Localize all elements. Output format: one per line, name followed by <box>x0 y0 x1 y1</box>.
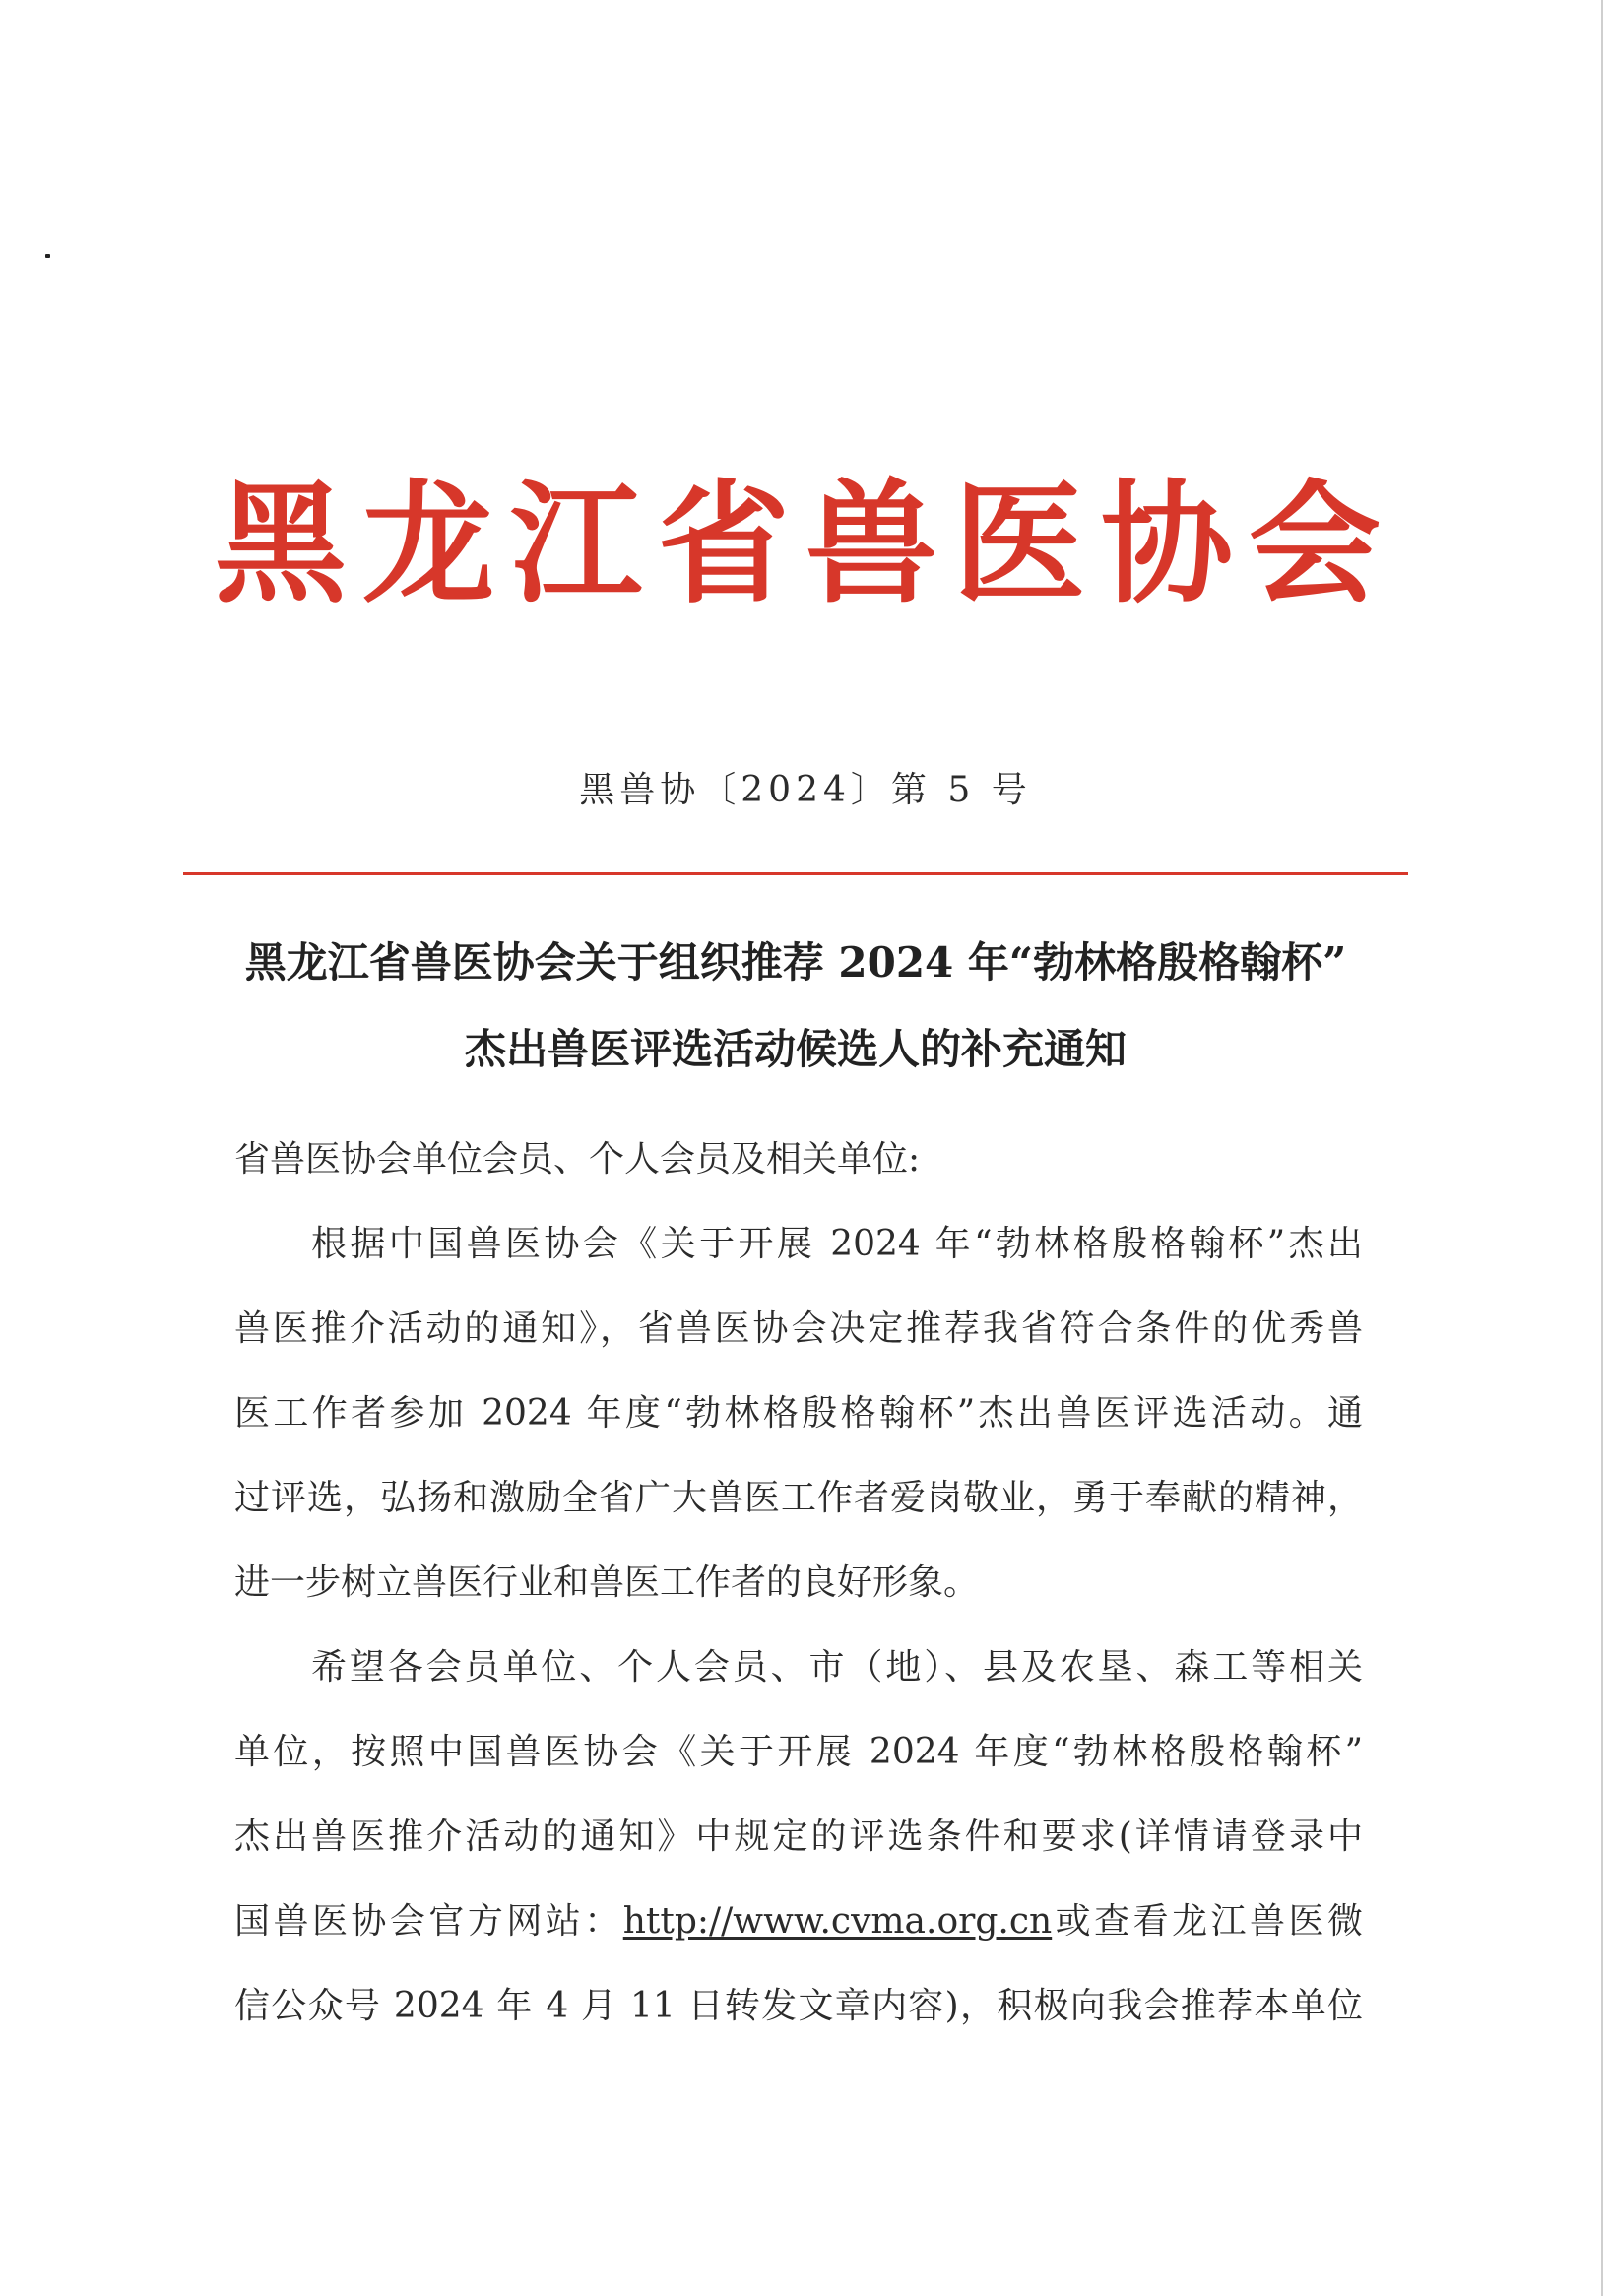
website-prefix: 国兽医协会官方网站： <box>234 1901 623 1942</box>
masthead-org-name: 黑龙江省兽医协会 <box>214 466 1396 621</box>
page-edge <box>1601 0 1603 2296</box>
paragraph2-line-5: 信公众号 2024 年 4 月 11 日转发文章内容)，积极向我会推荐本单位 <box>234 1986 1363 2026</box>
paragraph1-line-5: 进一步树立兽医行业和兽医工作者的良好形象。 <box>234 1563 980 1603</box>
paragraph1-line-3: 医工作者参加 2024 年度“勃林格殷格翰杯”杰出兽医评选活动。通 <box>234 1393 1363 1434</box>
document-number: 黑兽协〔2024〕第 5 号 <box>579 770 1032 810</box>
paragraph2-line-4 <box>234 1896 1363 1947</box>
cvma-website-link[interactable]: http://www.cvma.org.cn <box>622 1901 1053 1942</box>
scan-mark <box>45 254 50 258</box>
paragraph1-line-1: 根据中国兽医协会《关于开展 2024 年“勃林格殷格翰杯”杰出 <box>311 1224 1363 1264</box>
notice-title-line-1: 黑龙江省兽医协会关于组织推荐 2024 年“勃林格殷格翰杯” <box>244 938 1347 987</box>
paragraph2-line-1: 希望各会员单位、个人会员、市（地）、县及农垦、森工等相关 <box>311 1647 1363 1688</box>
salutation: 省兽医协会单位会员、个人会员及相关单位: <box>234 1139 921 1180</box>
paragraph1-line-4: 过评选，弘扬和激励全省广大兽医工作者爱岗敬业，勇于奉献的精神， <box>234 1478 1363 1518</box>
paragraph1-line-2: 兽医推介活动的通知》，省兽医协会决定推荐我省符合条件的优秀兽 <box>234 1308 1363 1349</box>
notice-title-line-2: 杰出兽医评选活动候选人的补充通知 <box>464 1025 1127 1073</box>
red-divider <box>183 872 1408 875</box>
paragraph2-line-2: 单位，按照中国兽医协会《关于开展 2024 年度“勃林格殷格翰杯” <box>234 1732 1363 1772</box>
website-suffix: 或查看龙江兽医微 <box>1052 1901 1363 1942</box>
paragraph2-line-3: 杰出兽医推介活动的通知》中规定的评选条件和要求(详情请登录中 <box>234 1817 1363 1857</box>
